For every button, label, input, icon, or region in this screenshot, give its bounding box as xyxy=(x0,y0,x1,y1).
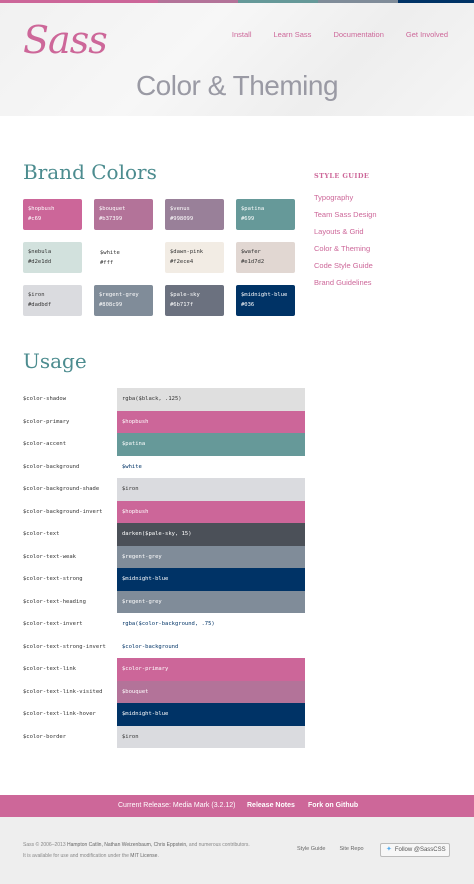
usage-row xyxy=(23,501,305,524)
usage-row xyxy=(23,546,305,569)
usage-value: rgba($black, .125) xyxy=(117,388,305,411)
usage-row xyxy=(23,456,305,479)
swatch-hex: #f2ece4 xyxy=(170,259,194,265)
follow-label: Follow @SassCSS xyxy=(394,847,446,853)
color-swatch xyxy=(165,242,224,273)
usage-heading: Usage xyxy=(23,349,87,373)
usage-variable: $color-text-link-visited xyxy=(23,688,103,695)
color-swatch xyxy=(236,242,295,273)
usage-value: $color-primary xyxy=(117,658,305,681)
footer-link-site-repo[interactable]: Site Repo xyxy=(339,846,364,852)
swatch-name: $regent-grey xyxy=(99,292,139,298)
nav-documentation[interactable]: Documentation xyxy=(333,30,384,39)
site-header xyxy=(0,0,474,116)
page-title: Color & Theming xyxy=(135,70,339,101)
color-swatch xyxy=(165,285,224,316)
swatch-hex: #e1d7d2 xyxy=(241,259,265,265)
swatch-hex: #d2e1dd xyxy=(28,259,52,265)
usage-row xyxy=(23,411,305,434)
footer-link-style-guide[interactable]: Style Guide xyxy=(297,846,326,852)
usage-row xyxy=(23,726,305,749)
nav-install[interactable]: Install xyxy=(231,30,252,39)
swatch-name: $wafer xyxy=(241,249,261,255)
release-bar xyxy=(0,795,474,817)
nav-learn-sass[interactable]: Learn Sass xyxy=(273,30,312,39)
color-swatch xyxy=(94,285,153,316)
usage-variable: $color-text-link xyxy=(23,666,76,672)
usage-value: rgba($color-background, .75) xyxy=(117,613,305,636)
sidebar-item-layouts-grid[interactable]: Layouts & Grid xyxy=(314,227,364,236)
color-swatch xyxy=(94,199,153,230)
sidebar-item-typography[interactable]: Typography xyxy=(314,193,354,202)
usage-variable: $color-background xyxy=(23,463,80,470)
style-guide-sidebar xyxy=(314,172,454,295)
usage-variable: $color-shadow xyxy=(23,396,67,402)
swatch-hex: #998099 xyxy=(170,216,194,222)
color-swatch xyxy=(23,242,82,273)
twitter-bird-icon: ✦ xyxy=(386,846,392,853)
usage-row xyxy=(23,568,305,591)
usage-value: $hopbush xyxy=(117,411,305,434)
header-color-strip xyxy=(0,0,474,3)
swatch-hex: #dadbdf xyxy=(28,302,52,308)
usage-variable: $color-text-strong xyxy=(23,576,83,582)
color-swatch xyxy=(23,285,82,316)
color-swatch xyxy=(236,285,295,316)
swatch-name: $iron xyxy=(28,292,45,298)
color-swatch xyxy=(165,199,224,230)
swatch-hex: #699 xyxy=(241,216,255,222)
usage-value: $hopbush xyxy=(117,501,305,524)
legal-prefix: Sass © 2006–2013 xyxy=(23,842,66,848)
swatch-name: $venus xyxy=(170,206,190,212)
usage-row xyxy=(23,613,305,636)
sidebar-item-code-style-guide[interactable]: Code Style Guide xyxy=(314,261,373,270)
usage-variable: $color-text-link-hover xyxy=(23,711,96,717)
swatch-hex: #fff xyxy=(100,260,114,266)
sidebar-item-brand-guidelines[interactable]: Brand Guidelines xyxy=(314,278,372,287)
usage-row xyxy=(23,478,305,501)
main-nav xyxy=(232,30,448,39)
usage-variable: $color-text-heading xyxy=(23,598,86,605)
swatch-hex: #6b717f xyxy=(170,302,194,308)
legal-text: Sass © 2006–2013 Hampton Catlin, Nathan Weizenbaum, Chris Eppstein, and numerous contributors. It is available for use and modification under the MIT License. xyxy=(23,842,250,859)
usage-value: $regent-grey xyxy=(117,546,305,569)
swatch-hex: #036 xyxy=(241,302,255,308)
legal-line2: It is available for use and modification under the xyxy=(23,853,129,859)
usage-variable: $color-text xyxy=(23,531,60,537)
swatch-hex: #808c99 xyxy=(99,302,123,308)
release-notes-link[interactable]: Release Notes xyxy=(247,802,295,809)
usage-value: $iron xyxy=(117,726,305,749)
usage-row xyxy=(23,388,305,411)
swatch-hex: #c69 xyxy=(28,216,42,222)
usage-variable: $color-primary xyxy=(23,418,70,425)
usage-variable: $color-text-strong-invert xyxy=(23,643,106,650)
usage-row xyxy=(23,591,305,614)
usage-value: $iron xyxy=(117,478,305,501)
usage-variable: $color-border xyxy=(23,733,67,740)
swatch-name: $pale-sky xyxy=(170,292,200,298)
current-release[interactable]: Current Release: Media Mark (3.2.12) xyxy=(118,802,236,809)
brand-colors-heading: Brand Colors xyxy=(23,160,157,184)
usage-value: $regent-grey xyxy=(117,591,305,614)
usage-variable: $color-text-invert xyxy=(23,621,83,627)
usage-variable: $color-background-invert xyxy=(23,508,103,515)
usage-value: $patina xyxy=(117,433,305,456)
color-swatch xyxy=(236,199,295,230)
sidebar-item-team-sass-design[interactable]: Team Sass Design xyxy=(314,210,377,219)
usage-variable: $color-background-shade xyxy=(23,486,100,492)
sass-logo[interactable]: Sass xyxy=(23,18,107,62)
swatch-name: $bouquet xyxy=(99,206,126,212)
swatch-name: $nebula xyxy=(28,249,52,255)
usage-value: $white xyxy=(117,456,305,479)
usage-row xyxy=(23,433,305,456)
usage-variable: $color-accent xyxy=(23,441,67,447)
usage-value: $midnight-blue xyxy=(117,703,305,726)
color-swatch xyxy=(23,199,82,230)
legal-suffix: and numerous contributors. xyxy=(188,842,250,848)
usage-value: $bouquet xyxy=(117,681,305,704)
nav-get-involved[interactable]: Get Involved xyxy=(405,30,448,39)
usage-value: $midnight-blue xyxy=(117,568,305,591)
legal-authors[interactable]: Hampton Catlin, Nathan Weizenbaum, Chris Eppstein, xyxy=(67,842,188,848)
swatch-name: $dawn-pink xyxy=(170,249,204,255)
usage-value: $color-background xyxy=(117,636,305,659)
usage-variable: $color-text-weak xyxy=(23,553,76,560)
footer-links xyxy=(297,846,364,852)
fork-on-github-link[interactable]: Fork on Github xyxy=(308,802,359,809)
usage-row xyxy=(23,658,305,681)
swatch-hex: #b37399 xyxy=(99,216,123,222)
usage-row xyxy=(23,703,305,726)
usage-value: darken($pale-sky, 15) xyxy=(117,523,305,546)
usage-row xyxy=(23,636,305,659)
follow-twitter-button[interactable] xyxy=(380,843,450,857)
swatch-name: $midnight-blue xyxy=(241,292,288,298)
usage-row xyxy=(23,523,305,546)
sidebar-item-color-theming[interactable]: Color & Theming xyxy=(314,244,371,253)
mit-license-link[interactable]: MIT License xyxy=(130,853,158,859)
sidebar-heading: STYLE GUIDE xyxy=(314,172,370,180)
swatch-name: $patina xyxy=(241,206,265,212)
swatch-name: $white xyxy=(100,250,120,256)
usage-row xyxy=(23,681,305,704)
color-swatch xyxy=(94,242,153,273)
swatch-name: $hopbush xyxy=(28,206,55,212)
